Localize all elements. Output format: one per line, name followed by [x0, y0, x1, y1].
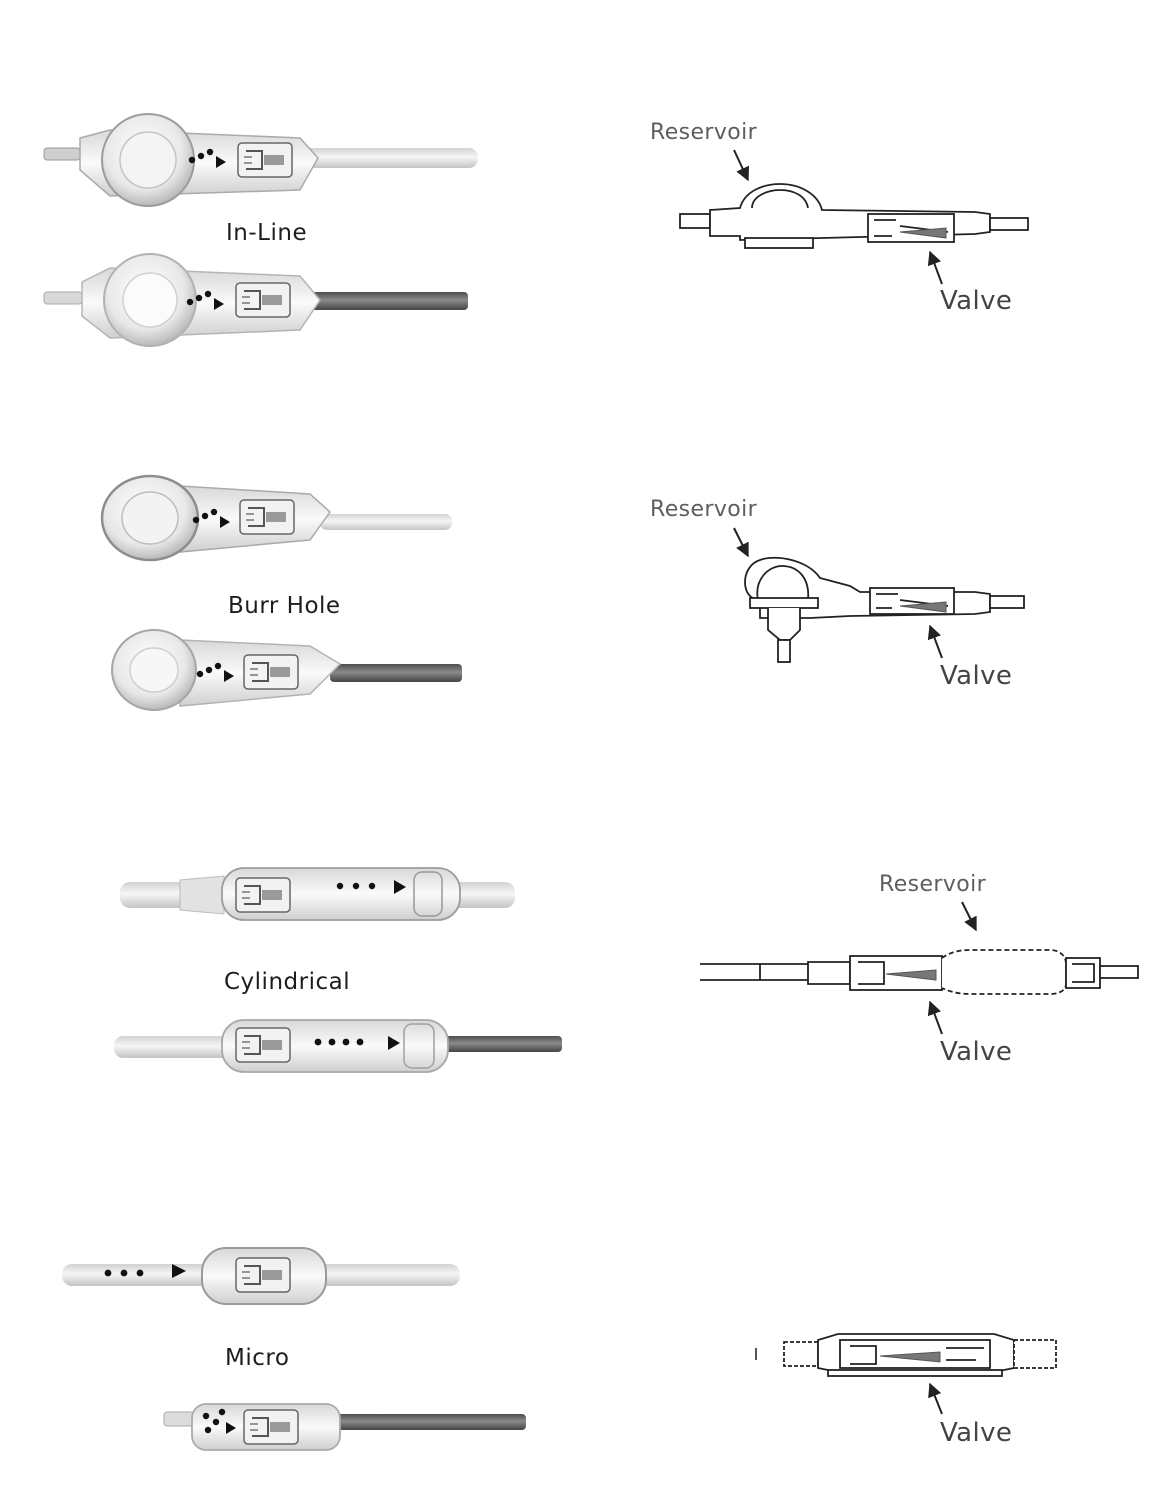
cylindrical-photo-light — [120, 868, 515, 920]
in-line-label: In-Line — [226, 220, 308, 246]
micro-label: Micro — [225, 1345, 290, 1371]
reservoir-arrow-2 — [734, 528, 748, 556]
cylindrical-schematic — [700, 950, 1138, 994]
valve-label-3: Valve — [940, 1037, 1013, 1067]
valve-arrow-3 — [930, 1002, 942, 1034]
valve-label-4: Valve — [940, 1418, 1013, 1448]
cylindrical-photo-dark — [114, 1020, 562, 1072]
valve-arrow-2 — [930, 626, 942, 658]
valve-arrow-1 — [930, 252, 942, 284]
in-line-photo-dark — [44, 254, 468, 346]
micro-photo-light — [62, 1248, 460, 1304]
reservoir-label-1: Reservoir — [650, 120, 758, 145]
in-line-schematic — [680, 184, 1028, 248]
burr-hole-photo-dark — [112, 630, 462, 710]
reservoir-label-2: Reservoir — [650, 497, 758, 522]
valve-label-2: Valve — [940, 661, 1013, 691]
micro-photo-dark — [164, 1404, 526, 1450]
in-line-photo-light — [44, 114, 478, 206]
burr-hole-schematic — [745, 558, 1024, 662]
burr-hole-photo-light — [102, 476, 452, 560]
burr-hole-label: Burr Hole — [228, 593, 341, 619]
reservoir-arrow-3 — [962, 902, 976, 930]
valve-arrow-4 — [930, 1384, 942, 1414]
reservoir-label-3: Reservoir — [879, 872, 987, 897]
valve-label-1: Valve — [940, 286, 1013, 316]
cylindrical-label: Cylindrical — [224, 969, 351, 995]
reservoir-arrow-1 — [734, 150, 748, 180]
micro-schematic — [756, 1334, 1056, 1376]
